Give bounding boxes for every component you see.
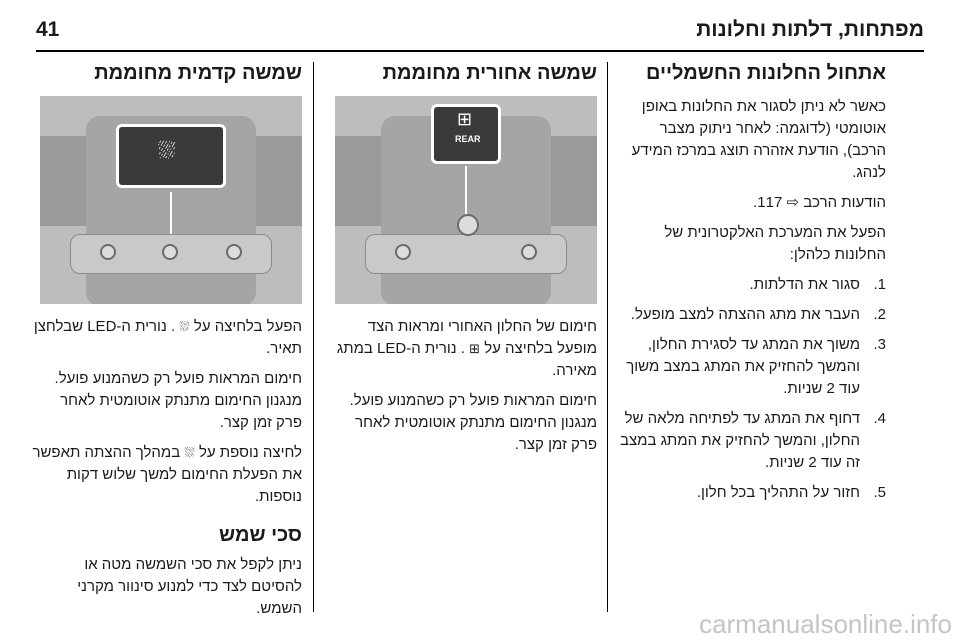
column-window-init (618, 60, 886, 512)
step-item (618, 408, 886, 474)
left-vent (335, 136, 381, 226)
button-knob (226, 244, 242, 260)
rear-window-text: חימום של החלון האחורי ומראות הצד מופעל בלחיצה על (367, 318, 597, 357)
window-init-intro: כאשר לא ניתן לסגור את החלונות באופן אוטומטי (לדוגמה: לאחר ניתוק מצבר הרכב), הודעת אזהרה תוצג במרכז המידע לנהג. (631, 98, 886, 181)
rear-defrost-icon: ⊞ (457, 109, 473, 129)
windscreen-defrost-icon: ⛆ (158, 138, 176, 163)
step-item (618, 334, 886, 400)
section-heading-windscreen: שמשה קדמית מחוממת (94, 62, 302, 84)
button-knob (162, 244, 178, 260)
step-text: חזור על התהליך בכל חלון. (696, 484, 860, 501)
windscreen-defrost-icon: ⛆ (179, 319, 190, 334)
rear-window-description (325, 316, 597, 382)
control-knob (457, 214, 479, 236)
column-divider (607, 62, 608, 612)
section-heading-rear-window: שמשה אחורית מחוממת (382, 62, 597, 84)
sun-visors-description: ניתן לקפל את סכי השמשה מטה או להסיטם לצד כדי למנוע סינוור מקרני השמש. (77, 556, 302, 617)
right-vent (551, 136, 597, 226)
page-header (36, 14, 924, 50)
step-number: 3. (873, 336, 886, 353)
button-knob (521, 244, 537, 260)
windscreen-description (32, 316, 302, 360)
step-number: 4. (873, 410, 886, 427)
windscreen-note: חימום המראות פועל רק כשהמנוע פועל. מנגנון החימום מתנתק אוטומטית לאחר פרק זמן קצר. (54, 370, 302, 431)
step-text: העבר את מתג ההצתה למצב מופעל. (630, 306, 860, 323)
rear-defrost-icon: ⊞ (469, 341, 481, 356)
rear-label: REAR (455, 134, 481, 144)
step-item (618, 482, 886, 504)
rear-window-text-2: . נורית ה-LED במתג מאירה. (336, 340, 597, 379)
step-item (618, 304, 886, 326)
windscreen-text-2: . נורית ה-LED שבלחצן תאיר. (33, 318, 302, 357)
button-knob (395, 244, 411, 260)
page-title: מפתחות, דלתות וחלונות (696, 18, 924, 41)
left-vent (40, 136, 86, 226)
window-init-activate: הפעל את המערכת האלקטרונית של החלונות כלהלן: (664, 224, 886, 263)
watermark: carmanualsonline.info (699, 609, 952, 639)
windscreen-extend (32, 442, 302, 508)
step-number: 5. (873, 484, 886, 501)
right-vent (256, 136, 302, 226)
column-divider (313, 62, 314, 612)
windscreen-extend-text-2: במהלך ההצתה תאפשר את הפעלת החימום למשך שלוש דקות נוספות. (32, 444, 302, 505)
step-text: משוך את המתג עד לסגירת החלון, והמשך להחזיק את המתג במצב משוך עוד 2 שניות. (626, 336, 860, 397)
window-init-steps (618, 274, 886, 504)
page-number: 41 (36, 18, 60, 41)
windscreen-defrost-icon: ⛆ (184, 445, 195, 460)
section-heading-sun-visors: סכי שמש (219, 524, 302, 546)
header-divider (36, 50, 924, 52)
windscreen-text: הפעל בלחיצה על (193, 318, 302, 335)
step-number: 1. (873, 276, 886, 293)
step-number: 2. (873, 306, 886, 323)
window-init-reference: הודעות הרכב ⇨ 117. (753, 194, 886, 211)
column-windscreen (32, 60, 302, 628)
step-item (618, 274, 886, 296)
section-heading-window-init: אתחול החלונות החשמליים (645, 62, 886, 84)
rear-defrost-figure (335, 96, 597, 304)
button-knob (100, 244, 116, 260)
windscreen-defrost-figure (40, 96, 302, 304)
step-text: דחוף את המתג עד לפתיחה מלאה של החלון, והמשך להחזיק את המתג במצב זה עוד 2 שניות. (620, 410, 860, 471)
rear-window-note: חימום המראות פועל רק כשהמנוע פועל. מנגנון החימום מתנתק אוטומטית לאחר פרק זמן קצר. (349, 392, 597, 453)
step-text: סגור את הדלתות. (749, 276, 860, 293)
column-rear-window (325, 60, 597, 464)
windscreen-extend-text: לחיצה נוספת על (198, 444, 302, 461)
